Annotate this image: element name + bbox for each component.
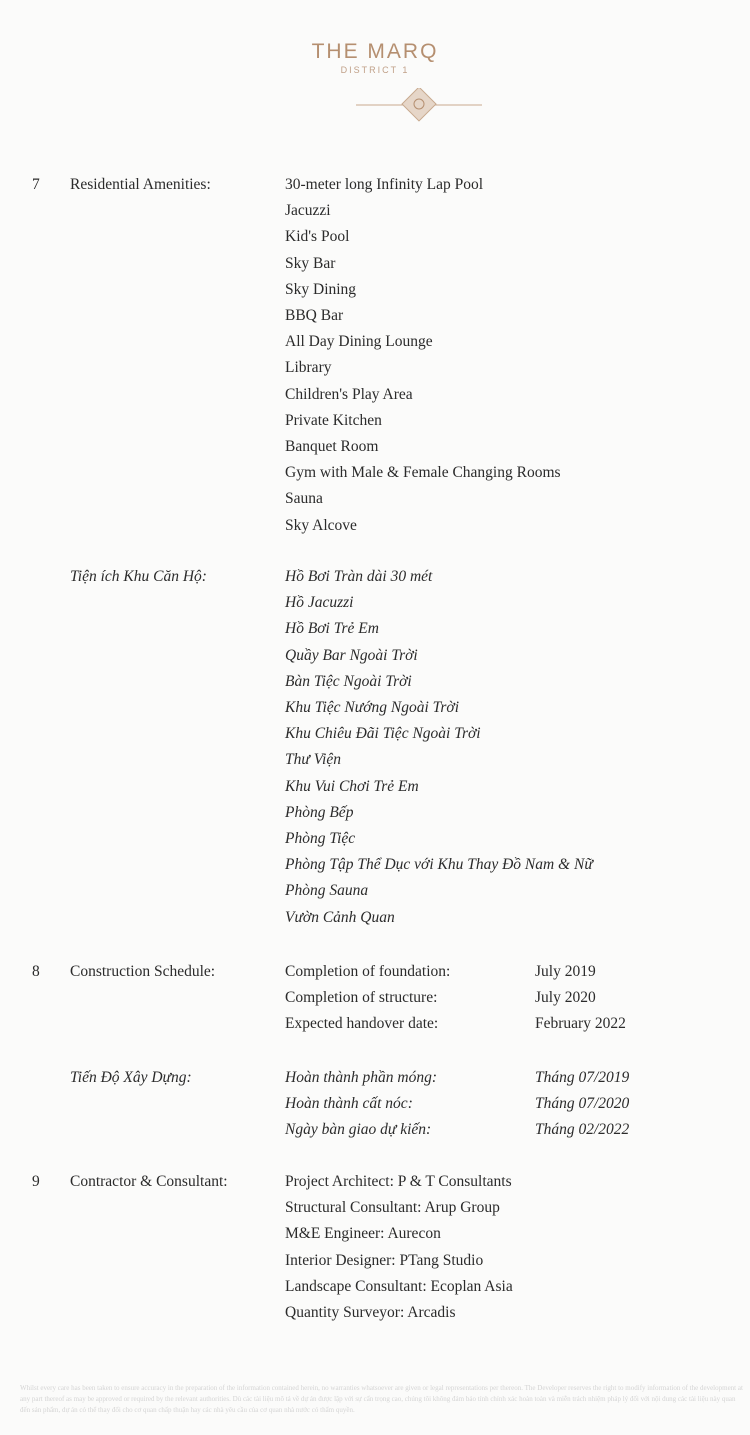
amenity-item-vn: Bàn Tiệc Ngoài Trời — [285, 672, 412, 690]
schedule-item-date: July 2019 — [535, 963, 596, 980]
amenity-item: Children's Play Area — [285, 385, 413, 403]
amenity-item-vn: Hồ Bơi Tràn dài 30 mét — [285, 568, 433, 585]
schedule-item-name-vn: Hoàn thành phần móng: — [285, 1069, 437, 1086]
amenity-item: Private Kitchen — [285, 411, 382, 429]
schedule-item-date-vn: Tháng 07/2020 — [535, 1095, 630, 1113]
amenity-item-vn: Thư Viện — [285, 751, 341, 769]
section-label-vn: Tiến Độ Xây Dựng: — [70, 1069, 192, 1086]
amenity-item: Kid's Pool — [285, 228, 350, 246]
schedule-item-name: Expected handover date: — [285, 1015, 439, 1033]
amenity-item-vn: Phòng Tập Thể Dục với Khu Thay Đồ Nam & Nữ — [285, 856, 593, 874]
amenity-item: Sky Alcove — [285, 516, 357, 534]
logo — [0, 40, 750, 76]
amenity-item-vn: Khu Vui Chơi Trẻ Em — [285, 777, 419, 795]
consultant-item: Landscape Consultant: Ecoplan Asia — [285, 1277, 513, 1295]
amenity-item: Sky Dining — [285, 280, 357, 298]
section-label: Residential Amenities: — [70, 176, 211, 193]
amenity-item-vn: Phòng Bếp — [285, 803, 354, 821]
consultant-item: M&E Engineer: Aurecon — [285, 1225, 441, 1243]
section-number: 8 — [32, 963, 40, 980]
section-number: 9 — [32, 1173, 40, 1190]
consultant-item: Project Architect: P & T Consultants — [285, 1173, 512, 1190]
schedule-item-name-vn: Hoàn thành cất nóc: — [285, 1095, 413, 1113]
logo-title: THE MARQ — [311, 40, 439, 63]
logo-ornament-icon — [354, 88, 484, 122]
amenity-item-vn: Quầy Bar Ngoài Trời — [285, 646, 418, 664]
amenity-item: Jacuzzi — [285, 202, 331, 220]
amenity-item: Sauna — [285, 490, 323, 508]
amenity-item-vn: Khu Tiệc Nướng Ngoài Trời — [285, 699, 460, 716]
amenity-item: Library — [285, 359, 332, 377]
amenity-item: Banquet Room — [285, 438, 379, 455]
amenity-item-vn: Vườn Cảnh Quan — [285, 908, 395, 926]
section-number: 7 — [32, 176, 40, 193]
amenity-item: 30-meter long Infinity Lap Pool — [285, 176, 484, 193]
schedule-item-name: Completion of foundation: — [285, 963, 451, 980]
schedule-item-date-vn: Tháng 02/2022 — [535, 1121, 630, 1139]
schedule-item-name: Completion of structure: — [285, 989, 438, 1007]
amenity-item: Gym with Male & Female Changing Rooms — [285, 464, 561, 482]
amenity-item: Sky Bar — [285, 254, 336, 272]
consultant-item: Interior Designer: PTang Studio — [285, 1251, 484, 1269]
schedule-item-date: February 2022 — [535, 1015, 626, 1033]
amenity-item: BBQ Bar — [285, 307, 344, 324]
disclaimer-text: Whilst every care has been taken to ensure accuracy in the preparation of the information contained herein, no warranties whatsoever are given or legal representations per thereon. The Developer reserves the right to modify information of the development at any part thereof as may be approved or required by the relevant authorities. Dù các tài liệu mô tả về dự án được lập với sự cẩn trọng cao, chúng tôi không đảm bảo tính chính xác hoàn toàn và miễn trách nhiệm pháp lý đối với nội dung các tài liệu này quan đến sản phẩm, dự án có thể thay đổi cho cơ quan chấp thuận hay các nhà yêu cầu của cơ quan nhà nước có thẩm quyền. — [20, 1384, 743, 1414]
schedule-item-date-vn: Tháng 07/2019 — [535, 1069, 630, 1086]
schedule-item-name-vn: Ngày bàn giao dự kiến: — [285, 1121, 432, 1139]
section-label-vn: Tiện ích Khu Căn Hộ: — [70, 568, 207, 585]
amenity-item-vn: Phòng Tiệc — [285, 830, 356, 847]
amenity-item-vn: Hồ Bơi Trẻ Em — [285, 620, 379, 638]
amenity-item-vn: Phòng Sauna — [285, 882, 369, 900]
consultant-item: Quantity Surveyor: Arcadis — [285, 1304, 456, 1321]
amenity-item: All Day Dining Lounge — [285, 333, 433, 351]
section-label: Construction Schedule: — [70, 963, 216, 980]
amenity-item-vn: Hồ Jacuzzi — [285, 594, 354, 612]
consultant-item: Structural Consultant: Arup Group — [285, 1199, 500, 1217]
amenity-item-vn: Khu Chiêu Đãi Tiệc Ngoài Trời — [285, 725, 481, 743]
logo-subtitle: DISTRICT 1 — [340, 65, 410, 75]
section-label: Contractor & Consultant: — [70, 1173, 228, 1190]
schedule-item-date: July 2020 — [535, 989, 596, 1007]
